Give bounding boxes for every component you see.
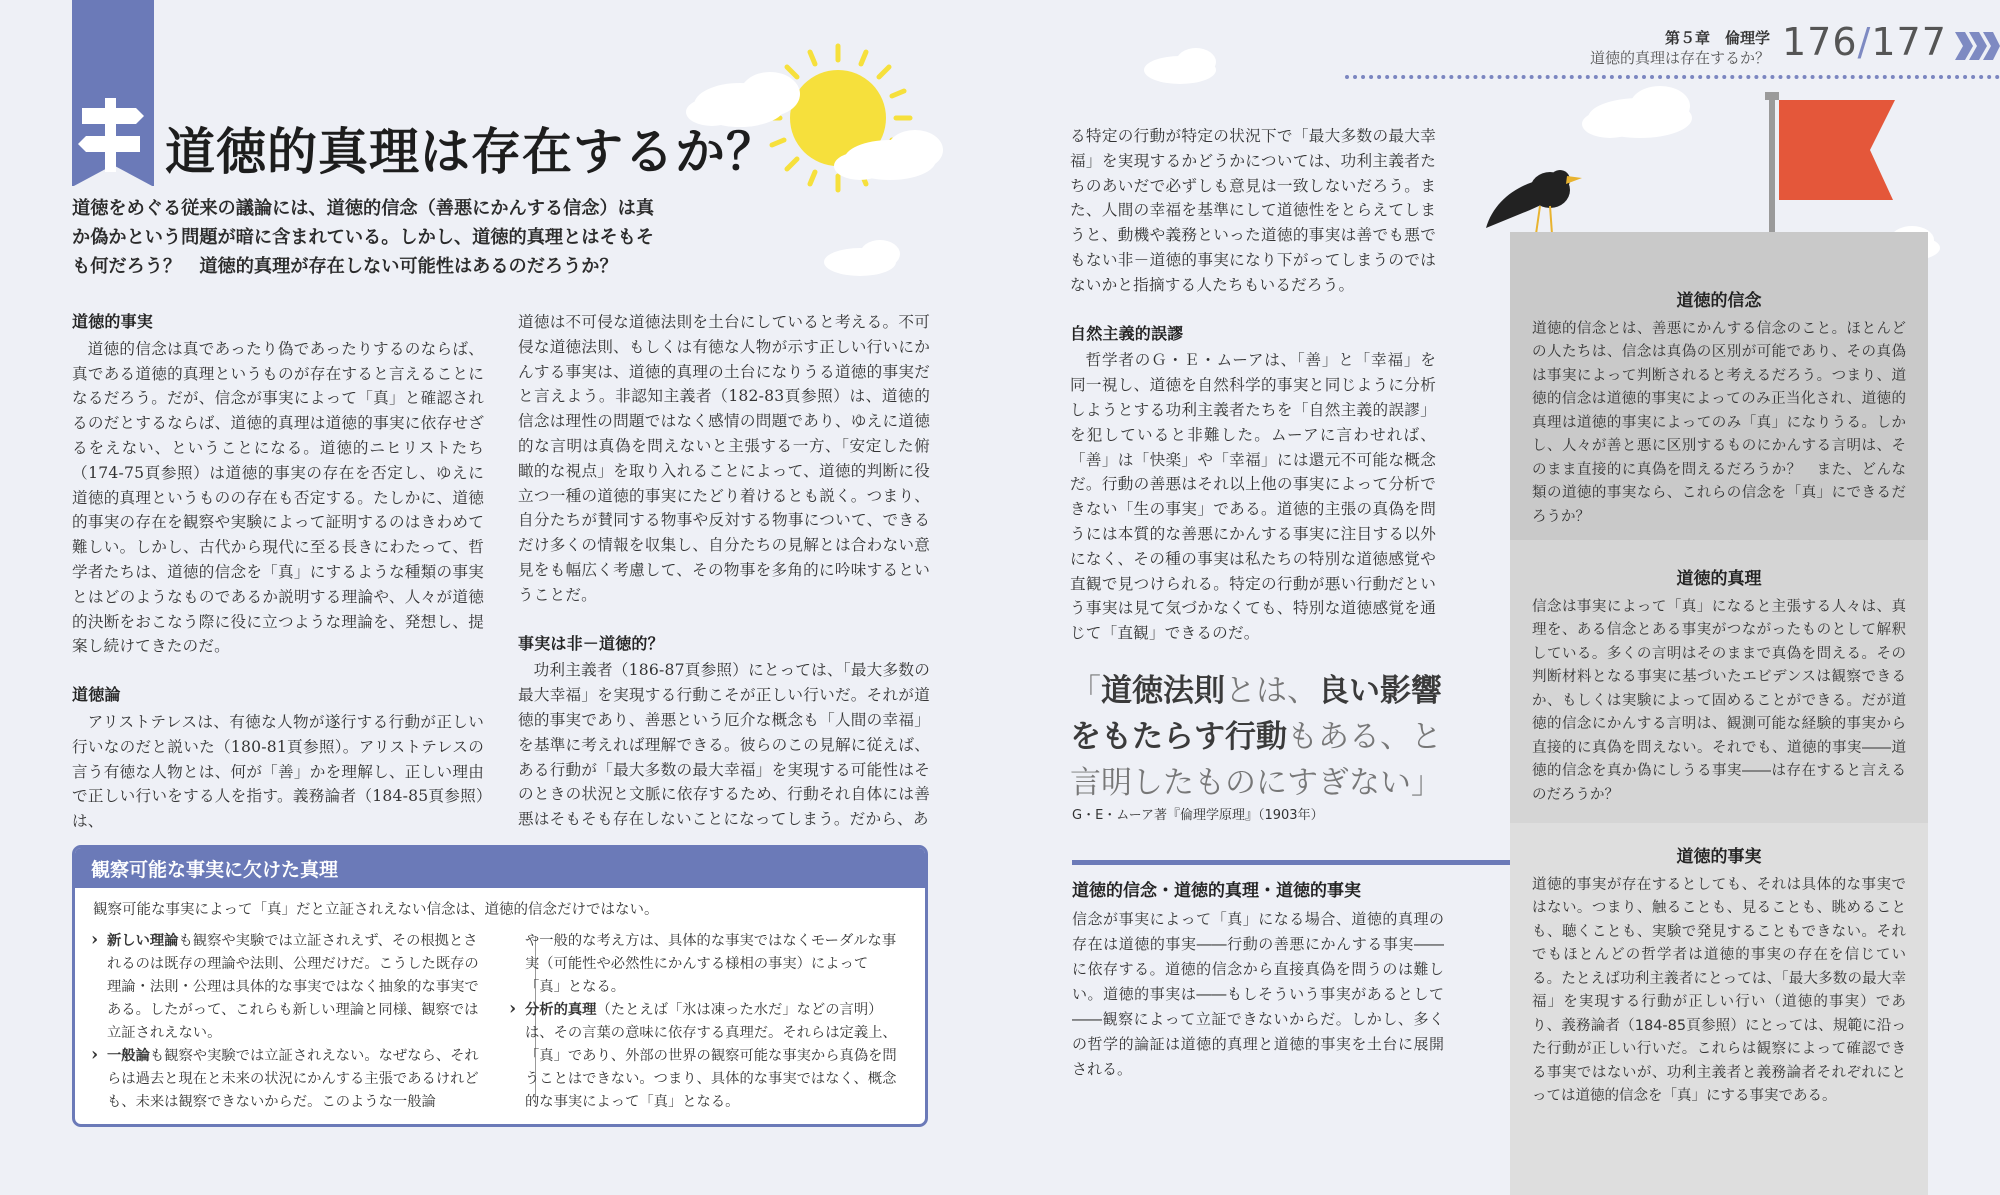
box-column-left xyxy=(91,930,481,1114)
chapter-header xyxy=(1560,28,1770,68)
panel-text: 道徳的信念とは、善悪にかんする信念のこと。ほとんどの人たちは、信念は真偽の区別が可能であり、その真偽は事実によって判断されると考えるだろう。つまり、道徳的信念は道徳的事実によってのみ正当化され、道徳的真理は道徳的事実によってのみ「真」になりうる。しかし、人々が善と悪に区別するものにかんする言明は、そのまま直接的に真偽を問えるだろうか？ また、どんな類の道徳的事実なら、これらの信念を「真」にできるだろうか？ xyxy=(1532,320,1906,525)
panel-heading: 道徳的事実 xyxy=(1676,847,1762,867)
box-intro: 観察可能な事実によって「真」だと立証されえない信念は、道徳的信念だけではない。 xyxy=(93,902,659,918)
castle-merlon xyxy=(1622,232,1664,272)
section-heading: 事実は非－道徳的？ xyxy=(518,633,664,653)
paragraph: 哲学者のＧ・Ｅ・ムーアは、「善」と「幸福」を同一視し、道徳を自然科学的事実と同じように分析しようとする功利主義者たちを「自然主義的誤謬」を犯していると非難した。ムーアに言わせれば、「善」は「快楽」や「幸福」には還元不可能な概念だ。行動の善悪はそれ以上他の事実によって分析できない「生の事実」である。道徳的主張の真偽を問うには本質的な善悪にかんする事実に注目する以外になく、その種の事実は私たちの特別な道徳感覚や直観で見つけられる。特定の行動が悪い行動だという事実は見て気づかなくても、特別な道徳感覚を通じて「直観」できるのだ。 xyxy=(1070,351,1436,643)
panel-text: 道徳的事実が存在するとしても、それは具体的な事実ではない。つまり、触ることも、見ることも、眺めることも、聴くことも、実験で発見することもできない。それでもほとんどの哲学者は道徳的事実の存在を信じている。たとえば功利主義者にとっては、「最大多数の最大幸福」を実現する行動が正しい行い（道徳的事実）であり、義務論者（184-85頁参照）にとっては、規範に沿った行動が正しい行いだ。これらは観察によって確認できる事実ではないが、功利主義者と義務論者それぞれにとっては道徳的信念を「真」にする事実である。 xyxy=(1532,876,1906,1104)
header-dotted-rule xyxy=(1345,75,2000,79)
list-item: › 新しい理論も観察や実験では立証されえず、その根拠とされるのは既存の理論や法則、公理だけだ。こうした既存の理論・法則・公理は具体的な事実ではなく抽象的な事実である。したがって、これらも新しい理論と同様、観察では立証されえない。 xyxy=(91,930,481,1045)
panel-belief xyxy=(1510,282,1928,529)
paragraph: 信念が事実によって「真」になる場合、道徳的真理の存在は道徳的事実――行動の善悪にかんする事実――に依存する。道徳的信念から直接真偽を問うのは難しい。道徳的事実は――もしそういう事実があるとして――観察によって立証できないからだ。しかし、多くの哲学的論証は道徳的真理と道徳的事実を土台に展開される。 xyxy=(1072,910,1444,1078)
panel-truth xyxy=(1510,560,1928,807)
box-title: 観察可能な事実に欠けた真理 xyxy=(75,848,925,888)
pager-arrows-icon xyxy=(1955,32,2000,60)
panel-fact xyxy=(1510,838,1928,1109)
paragraph: 道徳的信念は真であったり偽であったりするのならば、真である道徳的真理というものが存在すると言えることになるだろう。だが、信念が事実によって「真」と確認されるのだとするならば、道徳的真理は道徳的事実に依存せざるをえない、ということになる。道徳的ニヒリストたち（174-75頁参照）は道徳的事実の存在を否定し、ゆえに道徳的真理というものの存在も否定する。たしかに、道徳的事実の存在を観察や実験によって証明するのはきわめて難しい。しかし、古代から現代に至る長きにわたって、哲学者たちは、道徳的信念を「真」にするような種類の事実とはどのようなものであるか説明する理論や、人々が道徳的決断をおこなう際に役に立つような理論を、発想し、提案し続けてきたのだ。 xyxy=(72,339,484,656)
panel-heading: 道徳的真理 xyxy=(1676,569,1762,589)
panel-heading: 道徳的信念 xyxy=(1676,291,1762,311)
paragraph: る特定の行動が特定の状況下で「最大多数の最大幸福」を実現するかどうかについては、功利主義者たちのあいだで必ずしも意見は一致しないだろう。また、人間の幸福を基準にして道徳性をとらえてしまうと、動機や義務といった道徳的事実は善でも悪でもない非－道徳的事実になり下がってしまうのではないかと指摘する人たちもいるだろう。 xyxy=(1070,127,1436,294)
pull-quote: 「道徳法則とは、良い影響をもたらす行動もある、と言明したものにすぎない」 xyxy=(1070,673,1442,801)
section-heading: 道徳的信念・道徳的真理・道徳的事実 xyxy=(1072,881,1361,901)
panel-text: 信念は事実によって「真」になると主張する人々は、真理を、ある信念とある事実がつながったものとして解釈している。多くの言明はそのままで真偽を問える。その判断材料となる事実に基づいたエビデンスは観察できるか、もしくは実験によって固めることができる。だが道徳的信念にかんする言明は、観測可能な経験的事実から直接的に真偽を問えない。それでも、道徳的事実――道徳的信念を真か偽にしうる事実――は存在すると言えるのだろうか？ xyxy=(1532,598,1906,803)
section-heading: 道徳的事実 xyxy=(72,312,154,331)
page-title: 道徳的真理は存在するか？ xyxy=(165,122,777,181)
section-heading: 自然主義的誤謬 xyxy=(1070,323,1184,343)
summary-section xyxy=(1072,876,1444,1082)
paragraph: 功利主義者（186-87頁参照）にとっては、「最大多数の最大幸福」を実現する行動こそが正しい行いだ。それが道徳的事実であり、善悪という厄介な概念も「人間の幸福」を基準に考えれば理解できる。彼らのこの見解に従えば、ある行動が「最大多数の最大幸福」を実現する可能性はそのときの状況と文脈に依存するため、行動それ自体には善悪はそもそも存在しないことになってしまう。だから、あ xyxy=(518,661,930,829)
flag-icon xyxy=(1765,92,1895,236)
page-number-right: 177 xyxy=(1871,20,1947,64)
castle-merlon xyxy=(1510,232,1552,272)
paragraph: アリストテレスは、有徳な人物が遂行する行動が正しい行いなのだと説いた（180-81頁参照）。アリストテレスの言う有徳な人物とは、何が「善」かを理解し、正しい理由で正しい行いをする人を指す。義務論者（184-85頁参照）は、 xyxy=(72,712,484,831)
column-3 xyxy=(1070,124,1436,646)
section-heading: 道徳論 xyxy=(72,685,121,705)
castle-merlon xyxy=(1854,232,1928,272)
castle-merlon xyxy=(1738,232,1780,272)
box-column-right xyxy=(509,930,899,1114)
paragraph: 道徳は不可侵な道徳法則を土台にしていると考える。不可侵な道徳法則、もしくは有徳な人物が示す正しい行いにかんする事実は、道徳的真理の土台になりうる道徳的事実だと言えよう。非認知主義者（182-83頁参照）は、道徳的信念は理性の問題ではなく感情の問題であり、ゆえに道徳的な言明は真偽を問えないと主張する一方、「安定した俯瞰的な視点」を取り入れることによって、道徳的判断に役立つ一種の道徳的事実にたどり着けるとも説く。つまり、自分たちが賛同する物事や反対する物事について、できるだけ多くの情報を収集し、自分たちの見解とは合わない意見をも幅広く考慮して、その物事を多角的に吟味するということだ。 xyxy=(518,313,930,604)
page-number-left: 176 xyxy=(1782,20,1858,64)
signpost-icon xyxy=(72,94,154,178)
list-item: › 一般論も観察や実験では立証されえない。なぜなら、それらは過去と現在と未来の状況にかんする主張であるけれども、未来は観察できないからだ。このような一般論 xyxy=(91,1045,481,1114)
sidebar-box xyxy=(72,845,928,1127)
crow-icon xyxy=(1486,170,1582,234)
page-numbers: 176/177 xyxy=(1782,20,1947,64)
chapter-subtitle: 道徳的真理は存在するか？ xyxy=(1589,49,1770,67)
column-1 xyxy=(72,310,484,834)
paragraph: や一般的な考え方は、具体的な事実ではなくモーダルな事実（可能性や必然性にかんする様相の事実）によって「真」となる。 xyxy=(525,933,897,995)
quote-source: G・E・ムーア著『倫理学原理』（1903年） xyxy=(1072,808,1324,823)
list-item: › 分析的真理（たとえば「氷は凍った水だ」などの言明）は、その言葉の意味に依存する真理だ。それらは定義上、「真」であり、外部の世界の観察可能な事実から真偽を問うことはできない。つまり、具体的な事実ではなく、概念的な事実によって「真」となる。 xyxy=(509,999,899,1114)
accent-rule xyxy=(1072,860,1510,865)
chapter-label: 第５章 倫理学 xyxy=(1664,29,1770,47)
column-2 xyxy=(518,310,930,832)
intro-text: 道徳をめぐる従来の議論には、道徳的信念（善悪にかんする信念）は真か偽かという問題が暗に含まれている。しかし、道徳的真理とはそもそも何だろう？ 道徳的真理が存在しない可能性はあるのだろうか？ xyxy=(72,198,655,277)
